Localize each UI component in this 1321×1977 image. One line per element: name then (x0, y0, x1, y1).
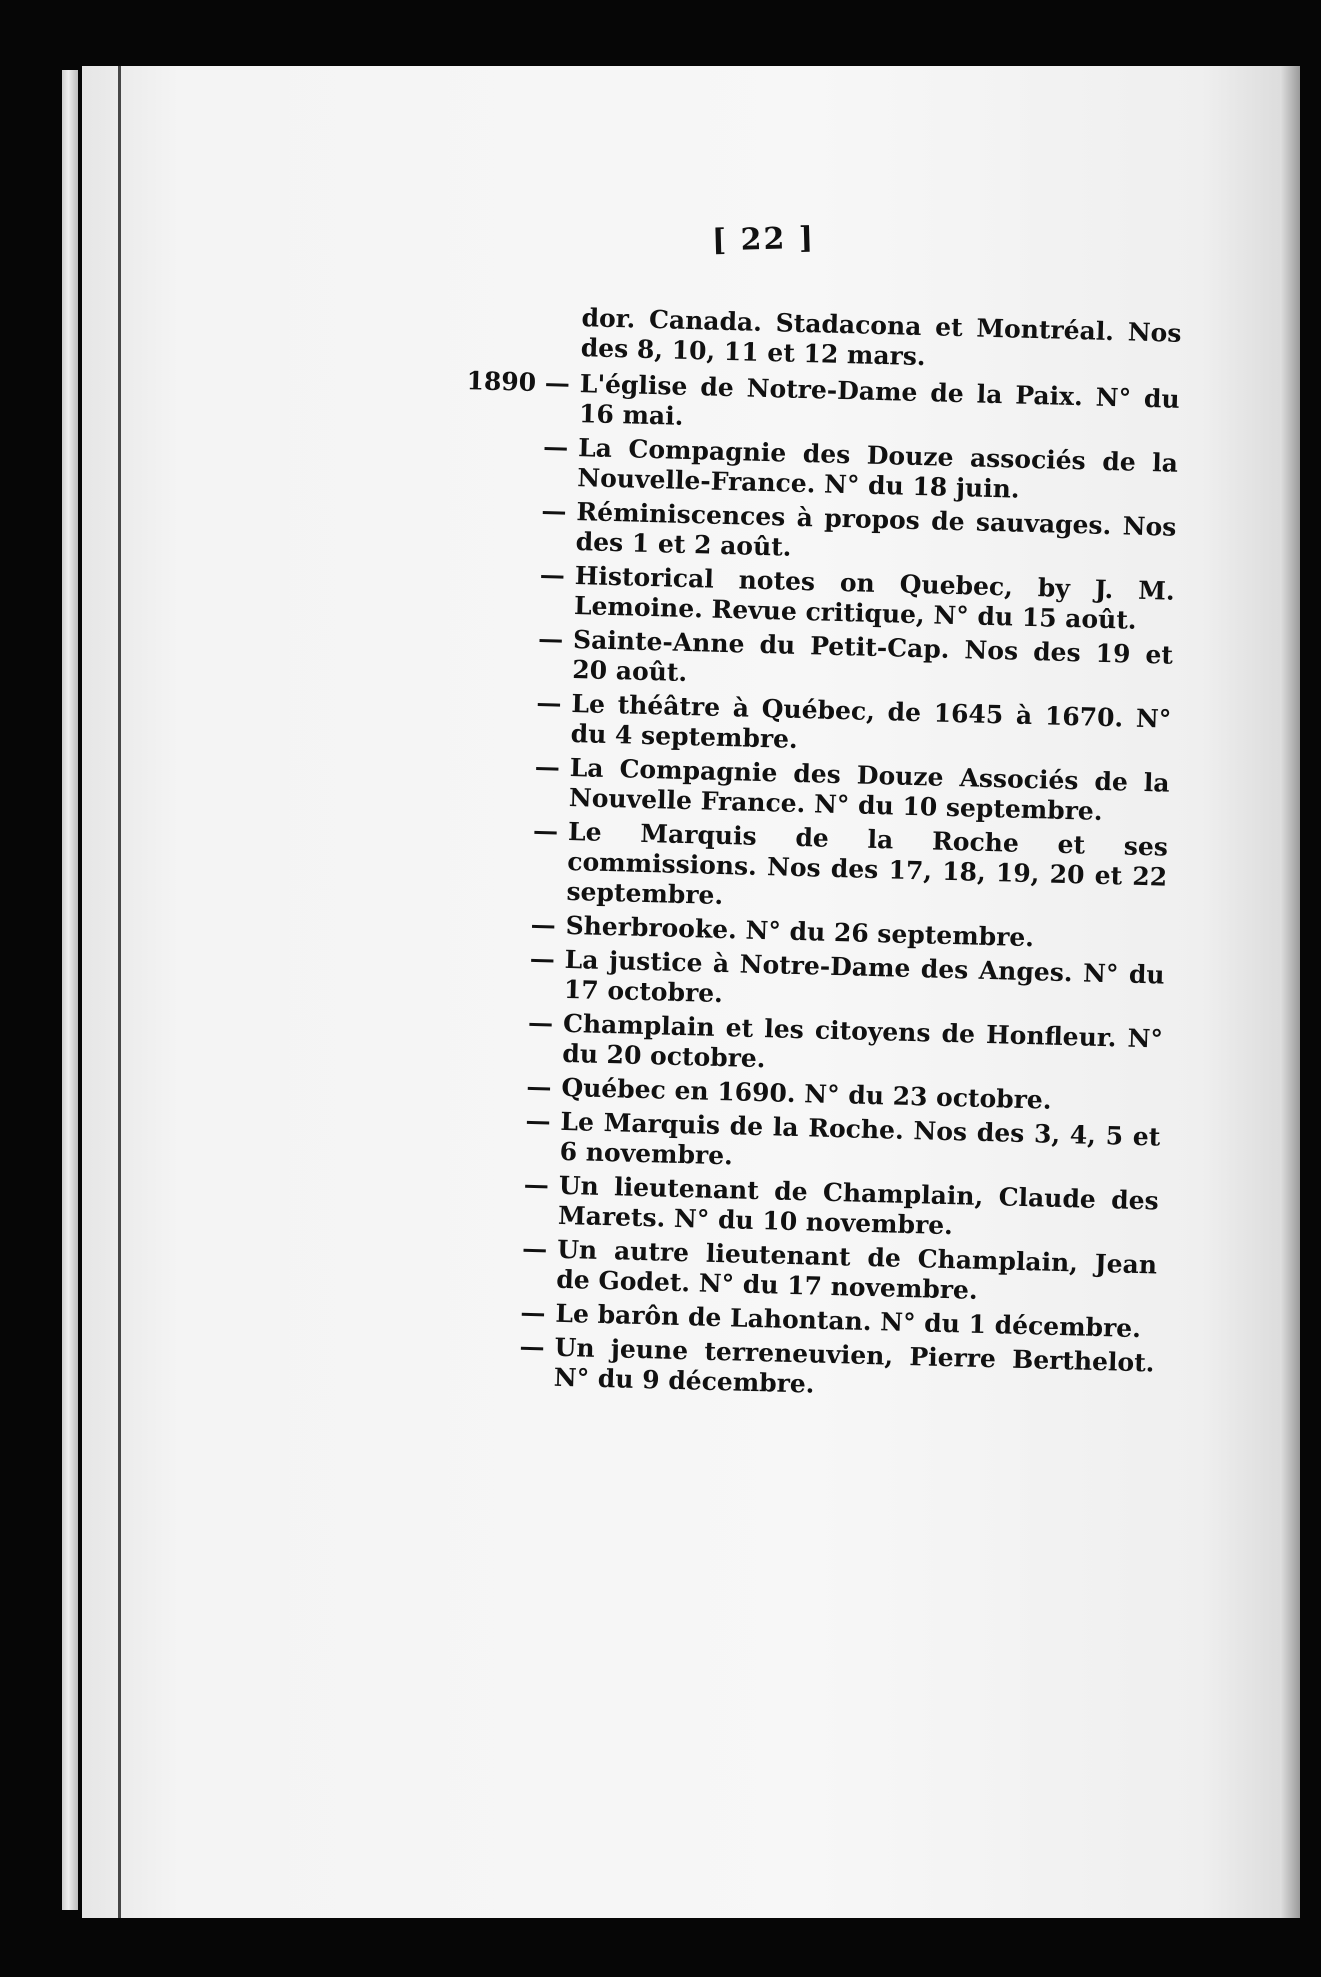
entry-text: L'église de Notre-Dame de la Paix. N° du 16 mai. (578, 369, 1181, 431)
entry-text: Québec en 1690. N° du 23 octobre. (561, 1072, 1052, 1115)
entry-text: Un jeune terreneuvien, Pierre Berthelot. N° du 9 décembre. (553, 1332, 1155, 1399)
entry-text: Réminiscences à propos de sauvages. Nos des 1 et 2 août. (575, 497, 1177, 562)
entry-marker: — (523, 1169, 550, 1200)
entry-text: Sainte-Anne du Petit-Cap. Nos des 19 et 20 août. (571, 625, 1174, 688)
entry-marker: — (532, 816, 559, 846)
scan-binding-edge (62, 70, 78, 1910)
entry-marker: — (521, 1233, 548, 1264)
entry-marker: — (537, 624, 564, 654)
page-fold-shadow (1280, 66, 1300, 1918)
entry-text: La Compagnie des Douze associés de la Nouvelle-France. N° du 18 juin. (577, 433, 1179, 504)
entry-marker: — (526, 1071, 552, 1102)
entry-text: Champlain et les citoyens de Honfleur. N° du 20 octobre. (561, 1008, 1164, 1074)
entry-marker: 1890 — (466, 366, 571, 398)
entry-marker: — (520, 1297, 546, 1328)
entry-marker: — (541, 496, 567, 526)
entry-marker: — (530, 910, 557, 940)
bibliography-list (433, 300, 1181, 1412)
entry-text: Un autre lieutenant de Champlain, Jean de Godet. N° du 17 novembre. (556, 1234, 1158, 1305)
entry-text: Un lieutenant de Champlain, Claude des Marets. N° du 10 novembre. (557, 1170, 1160, 1241)
page-number: [ 22 ] (711, 220, 816, 259)
entry-text: Sherbrooke. N° du 26 septembre. (565, 910, 1035, 953)
entry-text: La Compagnie des Douze Associés de la Nouvelle France. N° du 10 septembre. (568, 752, 1170, 826)
entry-marker: — (534, 752, 561, 782)
entry-text: La justice à Notre-Dame des Anges. N° du 17 octobre. (563, 944, 1165, 1009)
entry-text: Le Marquis de la Roche. Nos des 3, 4, 5 et 6 novembre. (559, 1106, 1161, 1171)
page-gutter-line (118, 66, 121, 1918)
list-item (446, 814, 1168, 923)
entry-marker: — (542, 432, 569, 462)
entry-marker: — (525, 1105, 551, 1136)
entry-text: Historical notes on Quebec, by J. M. Lemoine. Revue critique, N° du 15 août. (573, 561, 1175, 635)
entry-marker: — (539, 560, 566, 590)
entry-text: Le théâtre à Québec, de 1645 à 1670. N° du 4 septembre. (570, 689, 1172, 754)
entry-marker: — (527, 1007, 554, 1038)
entry-marker: — (519, 1331, 546, 1362)
entry-text: Le barôn de Lahontan. N° du 1 décembre. (555, 1298, 1142, 1344)
entry-text: Le Marquis de la Roche et ses commissions. Nos des 17, 18, 19, 20 et 22 septembre. (566, 816, 1169, 911)
entry-text: dor. Canada. Stadacona et Montréal. Nos des 8, 10, 11 et 12 mars. (580, 303, 1182, 372)
entry-marker: — (536, 688, 562, 718)
entry-marker: — (529, 944, 556, 974)
